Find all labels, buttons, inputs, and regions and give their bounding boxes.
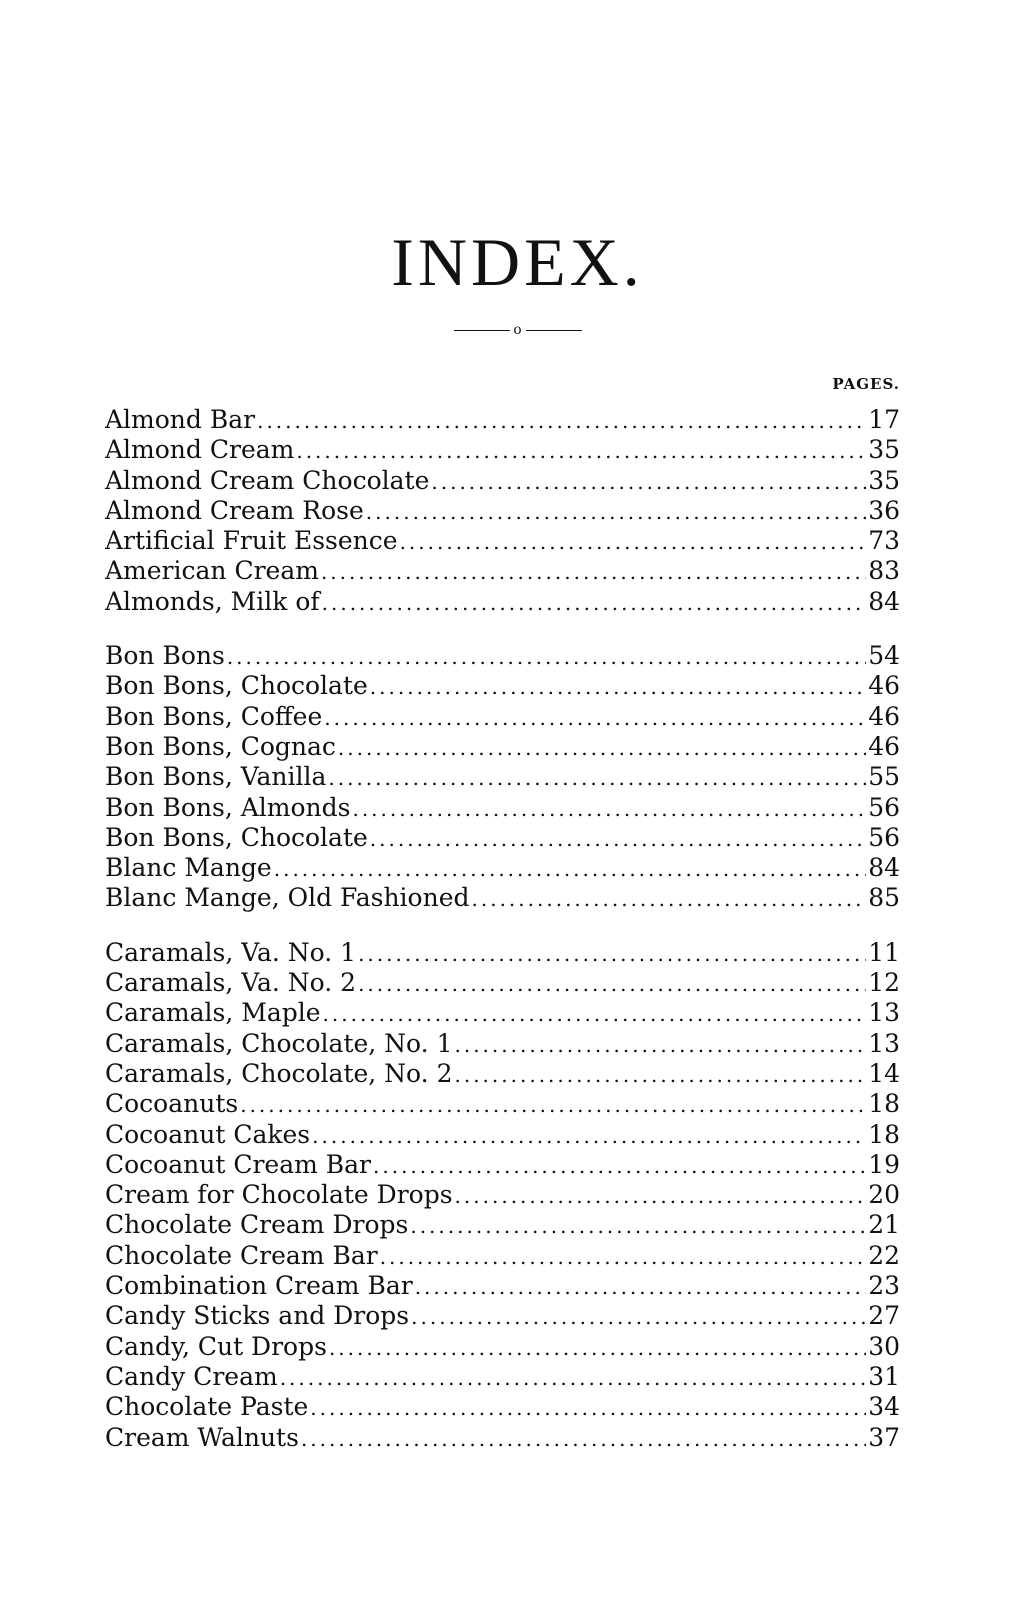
dot-leader <box>338 733 866 763</box>
dot-leader <box>415 1272 866 1302</box>
index-entry <box>105 556 900 586</box>
entry-label: Bon Bons, Coffee <box>105 701 323 731</box>
entry-label: Chocolate Paste <box>105 1392 309 1422</box>
index-entry <box>105 883 900 913</box>
entry-label: Cocoanuts <box>105 1089 239 1119</box>
index-group <box>105 641 900 914</box>
entry-label: Caramals, Maple <box>105 998 321 1028</box>
dot-leader <box>227 642 866 672</box>
entry-page-number: 18 <box>868 1089 900 1119</box>
dot-leader <box>352 794 866 824</box>
entry-label: Almonds, Milk of <box>105 586 320 616</box>
entry-label: American Cream <box>105 556 319 586</box>
dot-leader <box>296 436 866 466</box>
divider-line-left <box>454 330 510 331</box>
entry-label: Almond Bar <box>105 405 256 434</box>
dot-leader <box>373 1151 866 1181</box>
entry-label: Cream Walnuts <box>105 1422 299 1452</box>
dot-leader <box>410 1211 866 1241</box>
dot-leader <box>329 1333 866 1363</box>
entry-page-number: 55 <box>868 762 900 792</box>
entry-page-number: 13 <box>868 998 900 1028</box>
index-entry <box>105 1423 900 1453</box>
index-entry <box>105 641 900 671</box>
index-group <box>105 405 900 617</box>
entry-page-number: 21 <box>868 1210 900 1240</box>
dot-leader <box>472 884 867 914</box>
index-entry <box>105 405 900 435</box>
index-entry <box>105 1059 900 1089</box>
index-entry <box>105 1029 900 1059</box>
pages-column-header: PAGES. <box>832 375 900 393</box>
entry-label: Caramals, Va. No. 2 <box>105 968 357 998</box>
dot-leader <box>312 1121 866 1151</box>
entry-label: Bon Bons <box>105 641 225 671</box>
entry-page-number: 73 <box>868 526 900 556</box>
index-group <box>105 938 900 1453</box>
dot-leader <box>321 557 866 587</box>
index-list <box>105 405 900 1453</box>
index-entry <box>105 1120 900 1150</box>
entry-page-number: 46 <box>868 701 900 731</box>
index-entry <box>105 466 900 496</box>
dot-leader <box>454 1060 866 1090</box>
dot-leader <box>454 1030 866 1060</box>
entry-label: Almond Cream Rose <box>105 495 364 525</box>
dot-leader <box>366 497 866 527</box>
entry-page-number: 84 <box>868 853 900 883</box>
entry-label: Chocolate Cream Drops <box>105 1210 409 1240</box>
index-entry <box>105 1089 900 1119</box>
index-entry <box>105 526 900 556</box>
entry-page-number: 46 <box>868 731 900 761</box>
title-divider <box>0 318 1035 342</box>
entry-page-number: 36 <box>868 495 900 525</box>
index-entry <box>105 1392 900 1422</box>
entry-page-number: 22 <box>868 1240 900 1270</box>
dot-leader <box>301 1424 866 1454</box>
entry-label: Artificial Fruit Essence <box>105 526 398 556</box>
entry-page-number: 56 <box>868 792 900 822</box>
entry-page-number: 31 <box>868 1361 900 1391</box>
entry-page-number: 37 <box>868 1422 900 1452</box>
entry-page-number: 34 <box>868 1392 900 1422</box>
entry-page-number: 54 <box>868 641 900 671</box>
entry-page-number: 19 <box>868 1149 900 1179</box>
dot-leader <box>322 588 867 618</box>
entry-label: Cocoanut Cream Bar <box>105 1149 371 1179</box>
entry-label: Bon Bons, Vanilla <box>105 762 327 792</box>
group-gap <box>105 617 900 641</box>
entry-page-number: 18 <box>868 1119 900 1149</box>
entry-label: Bon Bons, Cognac <box>105 731 336 761</box>
entry-label: Candy Cream <box>105 1361 278 1391</box>
entry-page-number: 12 <box>868 968 900 998</box>
dot-leader <box>431 467 866 497</box>
dot-leader <box>280 1363 866 1393</box>
entry-page-number: 84 <box>868 586 900 616</box>
index-entry <box>105 823 900 853</box>
entry-label: Cocoanut Cakes <box>105 1119 311 1149</box>
entry-page-number: 17 <box>868 405 900 434</box>
entry-page-number: 46 <box>868 671 900 701</box>
dot-leader <box>380 1242 867 1272</box>
dot-leader <box>400 527 867 557</box>
entry-page-number: 35 <box>868 465 900 495</box>
entry-label: Cream for Chocolate Drops <box>105 1180 453 1210</box>
index-entry <box>105 1301 900 1331</box>
entry-page-number: 13 <box>868 1028 900 1058</box>
group-gap <box>105 914 900 938</box>
index-entry <box>105 853 900 883</box>
dot-leader <box>411 1302 866 1332</box>
index-entry <box>105 496 900 526</box>
entry-label: Blanc Mange <box>105 853 272 883</box>
entry-label: Bon Bons, Chocolate <box>105 671 368 701</box>
entry-page-number: 83 <box>868 556 900 586</box>
entry-page-number: 23 <box>868 1271 900 1301</box>
entry-label: Blanc Mange, Old Fashioned <box>105 883 470 913</box>
dot-leader <box>328 763 866 793</box>
divider-line-right <box>526 330 582 331</box>
dot-leader <box>323 999 867 1029</box>
dot-leader <box>370 672 866 702</box>
page-title: INDEX. <box>391 224 644 300</box>
entry-page-number: 20 <box>868 1180 900 1210</box>
index-entry <box>105 1150 900 1180</box>
index-entry <box>105 1362 900 1392</box>
index-entry <box>105 938 900 968</box>
entry-label: Chocolate Cream Bar <box>105 1240 378 1270</box>
dot-leader <box>240 1090 866 1120</box>
index-entry <box>105 998 900 1028</box>
index-entry <box>105 1332 900 1362</box>
entry-page-number: 11 <box>868 937 900 967</box>
entry-label: Almond Cream <box>105 435 295 465</box>
entry-page-number: 14 <box>868 1058 900 1088</box>
entry-page-number: 30 <box>868 1331 900 1361</box>
index-entry <box>105 702 900 732</box>
index-entry <box>105 1210 900 1240</box>
entry-label: Candy Sticks and Drops <box>105 1301 410 1331</box>
entry-label: Caramals, Va. No. 1 <box>105 937 357 967</box>
entry-page-number: 85 <box>868 883 900 913</box>
entry-page-number: 35 <box>868 435 900 465</box>
dot-leader <box>455 1181 867 1211</box>
index-entry <box>105 968 900 998</box>
dot-leader <box>310 1393 866 1423</box>
entry-page-number: 27 <box>868 1301 900 1331</box>
index-entry <box>105 732 900 762</box>
index-entry <box>105 1241 900 1271</box>
index-entry <box>105 1180 900 1210</box>
entry-label: Caramals, Chocolate, No. 1 <box>105 1028 453 1058</box>
entry-label: Almond Cream Chocolate <box>105 465 430 495</box>
index-entry <box>105 1271 900 1301</box>
index-entry <box>105 793 900 823</box>
dot-leader <box>358 939 866 969</box>
entry-label: Bon Bons, Chocolate <box>105 822 368 852</box>
entry-label: Combination Cream Bar <box>105 1271 413 1301</box>
dot-leader <box>358 969 866 999</box>
index-entry <box>105 587 900 617</box>
dot-leader <box>257 406 866 436</box>
index-entry <box>105 762 900 792</box>
index-entry <box>105 671 900 701</box>
entry-label: Candy, Cut Drops <box>105 1331 327 1361</box>
dot-leader <box>274 854 866 884</box>
entry-label: Caramals, Chocolate, No. 2 <box>105 1058 453 1088</box>
divider-mark: o <box>513 321 522 338</box>
dot-leader <box>324 703 866 733</box>
index-entry <box>105 435 900 465</box>
dot-leader <box>370 824 866 854</box>
entry-label: Bon Bons, Almonds <box>105 792 351 822</box>
entry-page-number: 56 <box>868 822 900 852</box>
